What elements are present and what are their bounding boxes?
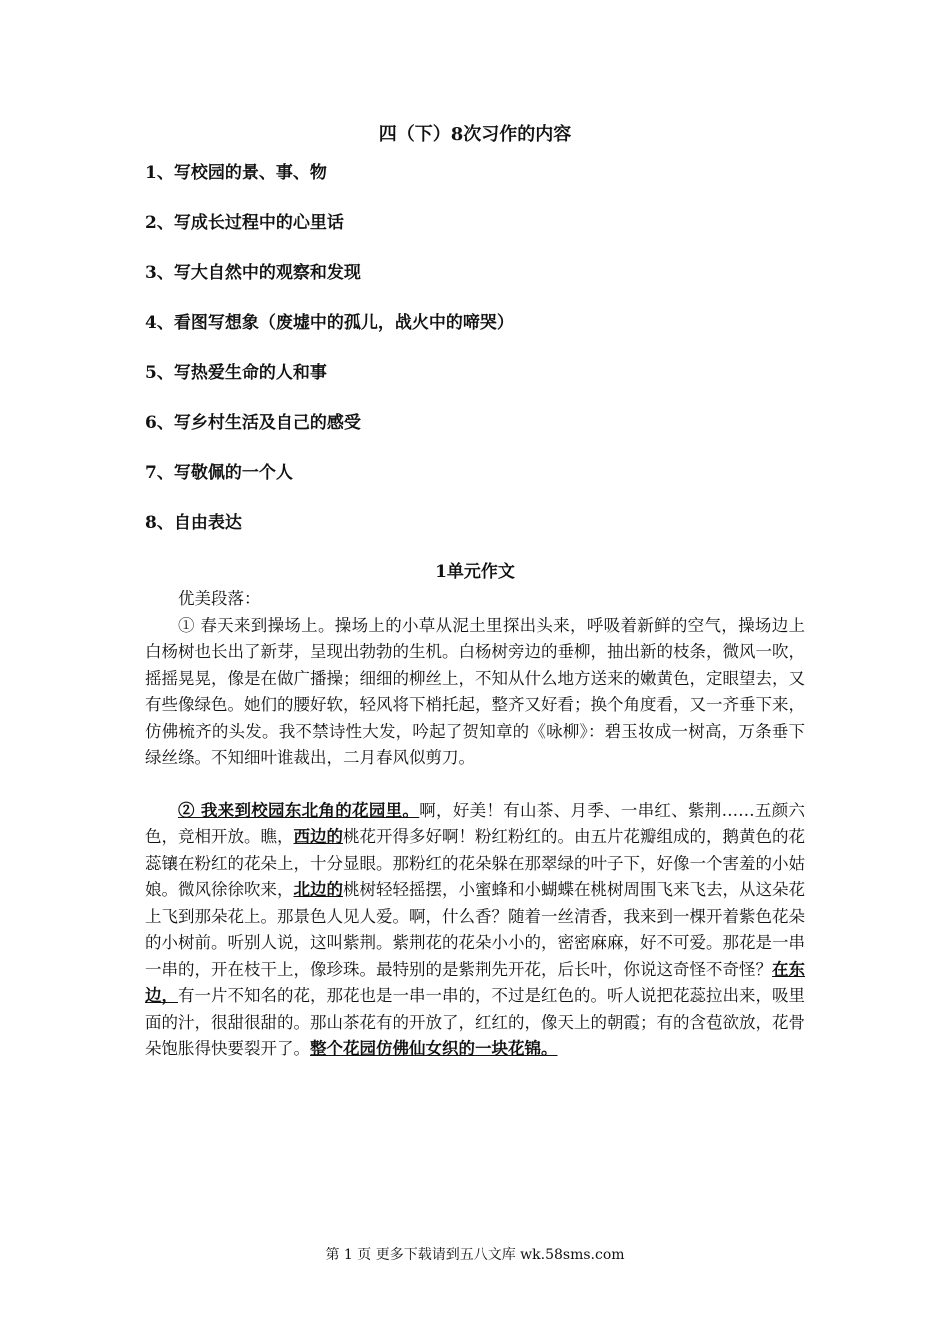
topic-item-6: 6、写乡村生活及自己的感受	[145, 413, 361, 433]
unit-title: 1单元作文	[435, 562, 515, 582]
paragraph-text: 啊，好美！有山茶、月季、一串红、紫荆……五颜六色，竞相开放。瞧，	[145, 800, 806, 846]
topic-item-8: 8、自由表达	[145, 513, 242, 533]
underlined-phrase: 整个花园仿佛仙女织的一块花锦。	[310, 1039, 558, 1058]
underlined-phrase: 西边的	[293, 827, 343, 846]
underlined-phrase: 在东边，	[145, 959, 805, 1005]
section-label: 优美段落：	[178, 589, 261, 608]
topic-item-3: 3、写大自然中的观察和发现	[145, 263, 361, 283]
paragraph-2	[145, 798, 805, 1063]
underlined-phrase: ② 我来到校园东北角的花园里。	[178, 800, 420, 820]
document-page	[145, 120, 805, 1063]
paragraph-text: 桃花开得多好啊！粉红粉红的。由五片花瓣组成的，鹅黄色的花蕊镶在粉红的花朵上，十分显眼。那粉红的花朵躲在那翠绿的叶子下，好像一个害羞的小姑娘。微风徐徐吹来，	[145, 827, 805, 899]
page-footer: 第 1 页 更多下载请到五八文库 wk.58sms.com	[325, 1247, 625, 1263]
topic-item-7: 7、写敬佩的一个人	[145, 463, 293, 483]
underlined-phrase: 北边的	[293, 880, 343, 899]
paragraph-gap	[145, 772, 805, 798]
paragraph-1: ① 春天来到操场上。操场上的小草从泥土里探出头来，呼吸着新鲜的空气，操场边上白杨树也长出了新芽，呈现出勃勃的生机。白杨树旁边的垂柳，抽出新的枝条，微风一吹，摇摇晃晃，像是在做广播操；细细的柳丝上，不知从什么地方送来的嫩黄色，定眼望去，又有些像绿色。她们的腰好软，轻风将下梢托起，整齐又好看；换个角度看，又一齐垂下来，仿佛梳齐的头发。我不禁诗性大发，吟起了贺知章的《咏柳》：碧玉妆成一树高，万条垂下绿丝绦。不知细叶谁裁出，二月春风似剪刀。	[145, 615, 805, 767]
topic-item-4: 4、看图写想象（废墟中的孤儿，战火中的啼哭）	[145, 313, 514, 333]
paragraph-text: 有一片不知名的花，那花也是一串一串的，不过是红色的。听人说把花蕊拉出来，吸里面的汁，很甜很甜的。那山茶花有的开放了，红红的，像天上的朝霞；有的含苞欲放，花骨朵饱胀得快要裂开了。	[145, 986, 805, 1058]
paragraph-text: 桃树轻轻摇摆，小蜜蜂和小蝴蝶在桃树周围飞来飞去，从这朵花上飞到那朵花上。那景色人见人爱。啊，什么香？随着一丝清香，我来到一棵开着紫色花朵的小树前。听别人说，这叫紫荆。紫荆花的花朵小小的，密密麻麻，好不可爱。那花是一串一串的，开在枝干上，像珍珠。最特别的是紫荆先开花，后长叶，你说这奇怪不奇怪？	[145, 880, 805, 979]
topic-item-2: 2、写成长过程中的心里话	[145, 213, 344, 233]
topic-item-5: 5、写热爱生命的人和事	[145, 363, 327, 383]
page-title: 四（下）8次习作的内容	[378, 124, 572, 145]
topic-item-1: 1、写校园的景、事、物	[145, 163, 327, 183]
